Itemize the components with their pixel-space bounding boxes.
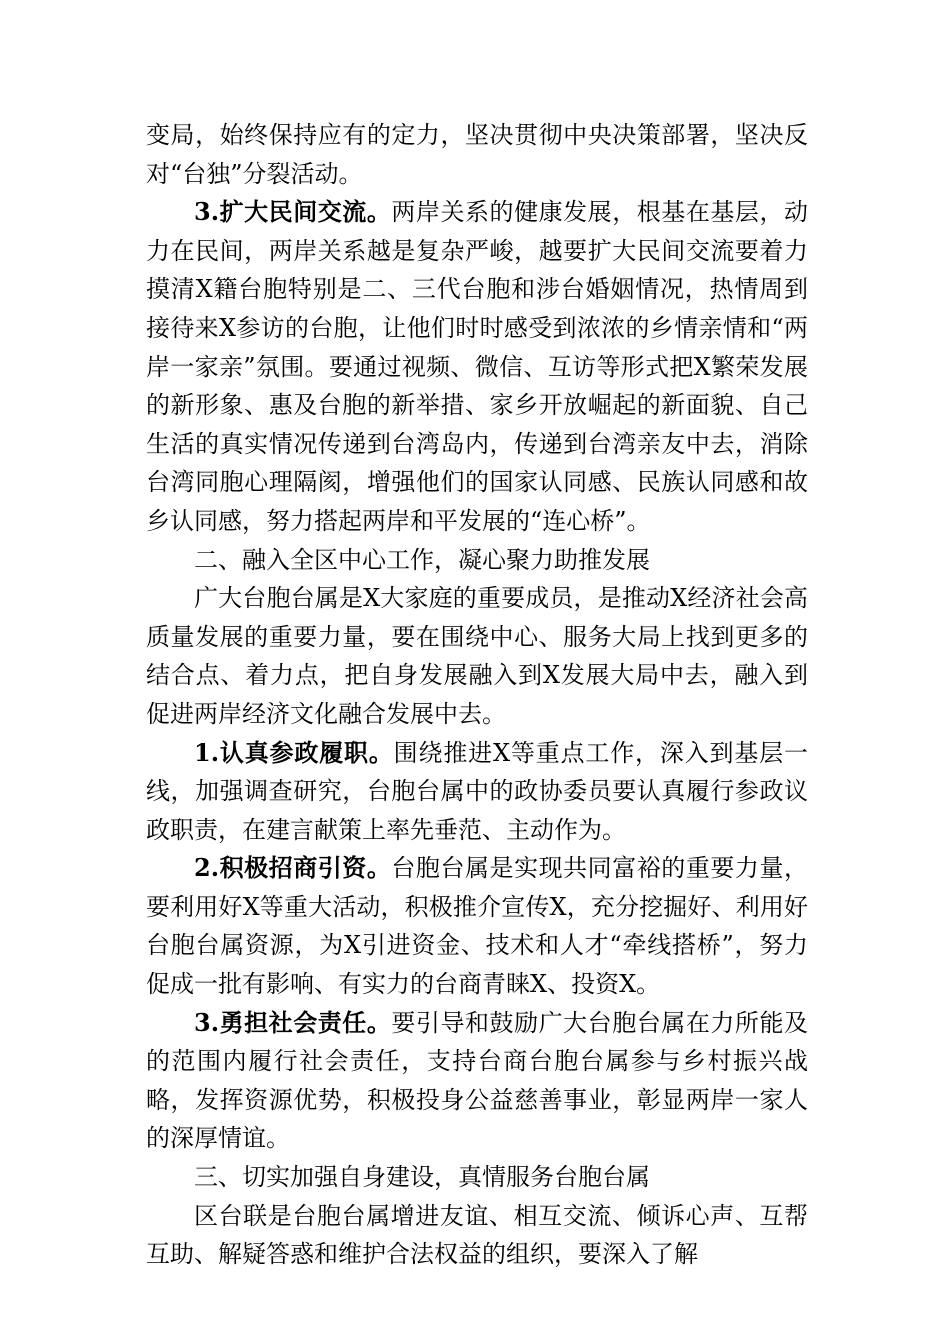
paragraph-heading: 3.扩大民间交流。 [194,197,392,227]
paragraph-heading: 1.认真参政履职。 [194,737,394,767]
section-heading-3: 三、切实加强自身建设，真情服务台胞台属 [194,1163,650,1192]
paragraph-expand-exchange [146,193,808,540]
paragraph-text: 要引导和鼓励广大台胞台属在力所能及的范围内履行社会责任，支持台商台胞台属参与乡村振兴战略，发挥资源优势，积极投身公益慈善事业，彰显两岸一家人的深厚情谊。 [146,1008,808,1153]
paragraph-participate [146,734,808,850]
paragraph-text: 围绕推进X等重点工作，深入到基层一线，加强调查研究，台胞台属中的政协委员要认真履行参政议政职责，在建言献策上率先垂范、主动作为。 [146,738,808,844]
paragraph-social-responsibility [146,1004,808,1158]
paragraph-investment [146,849,808,1003]
paragraph-text: 台胞台属是实现共同富裕的重要力量，要利用好X等重大活动，积极推介宣传X，充分挖掘好、利用好台胞台属资源，为X引进资金、技术和人才“牵线搭桥”，努力促成一批有影响、有实力的台商青睐X、投资X。 [146,854,808,999]
document-body [146,116,808,1274]
paragraph-heading: 3.勇担社会责任。 [194,1007,392,1037]
paragraph-section-3-intro: 区台联是台胞台属增进友谊、相互交流、倾诉心声、互帮互助、解疑答惑和维护合法权益的组织，要深入了解 [146,1201,808,1269]
paragraph-continuation: 变局，始终保持应有的定力，坚决贯彻中央决策部署，坚决反对“台独”分裂活动。 [146,121,808,188]
paragraph-section-2-intro: 广大台胞台属是X大家庭的重要成员，是推动X经济社会高质量发展的重要力量，要在围绕中心、服务大局上找到更多的结合点、着力点，把自身发展融入到X发展大局中去，融入到促进两岸经济文化融合发展中去。 [146,584,808,728]
paragraph-text: 两岸关系的健康发展，根基在基层，动力在民间，两岸关系越是复杂严峻，越要扩大民间交流要着力摸清X籍台胞特别是二、三代台胞和涉台婚姻情况，热情周到接待来X参访的台胞，让他们时时感受到浓浓的乡情亲情和“两岸一家亲”氛围。要通过视频、微信、互访等形式把X繁荣发展的新形象、惠及台胞的新举措、家乡开放崛起的新面貌、自己生活的真实情况传递到台湾岛内，传递到台湾亲友中去，消除台湾同胞心理隔阂，增强他们的国家认同感、民族认同感和故乡认同感，努力搭起两岸和平发展的“连心桥”。 [146,198,808,535]
paragraph-heading: 2.积极招商引资。 [194,853,392,883]
section-heading-2: 二、融入全区中心工作，凝心聚力助推发展 [194,545,650,574]
